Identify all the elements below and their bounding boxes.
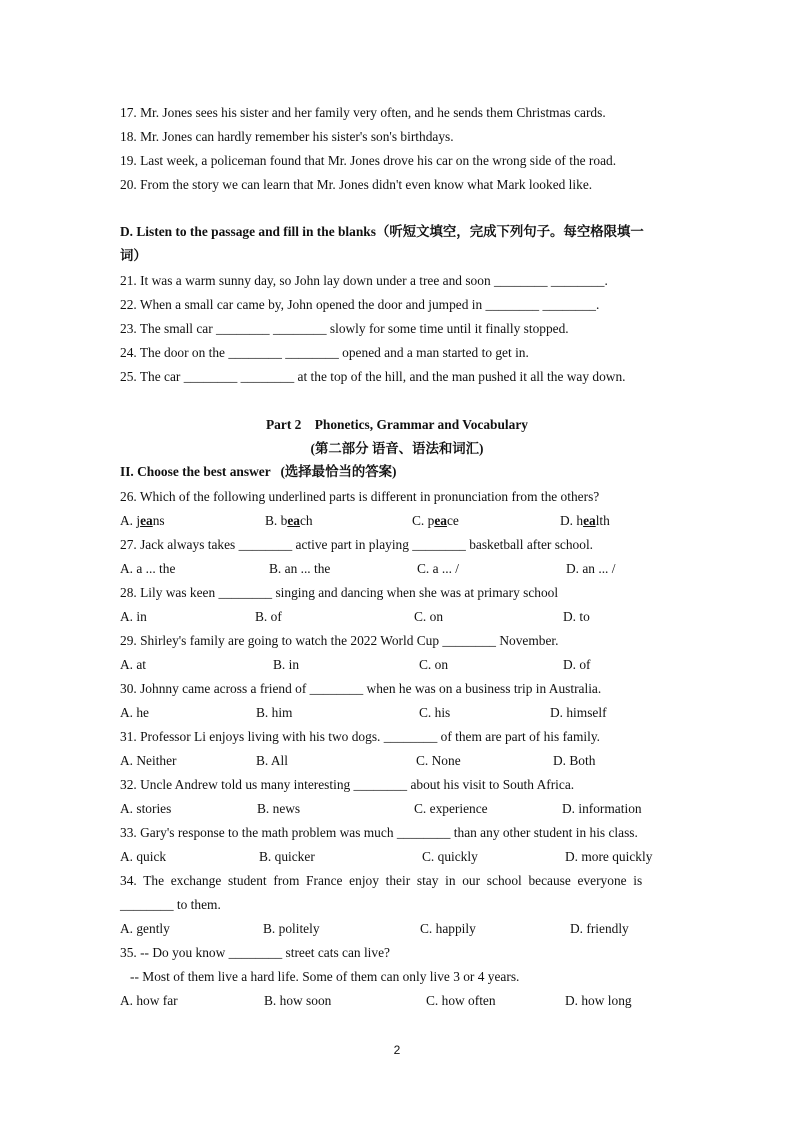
option-a: A. gently bbox=[120, 921, 170, 936]
option-c: C. a ... / bbox=[417, 561, 460, 576]
option-a: A. he bbox=[120, 705, 150, 720]
option-c: C. peace bbox=[412, 513, 459, 528]
option-a: A. in bbox=[120, 609, 147, 624]
question-34-options bbox=[120, 921, 680, 937]
option-d: D. how long bbox=[565, 993, 632, 1008]
option-b: B. politely bbox=[263, 921, 320, 936]
part2-title: Part 2 Phonetics, Grammar and Vocabulary bbox=[266, 417, 528, 432]
question-35-options bbox=[120, 993, 680, 1009]
option-a: A. jeans bbox=[120, 513, 165, 528]
option-c: C. experience bbox=[414, 801, 488, 816]
option-b: B. of bbox=[255, 609, 282, 624]
option-a: A. quick bbox=[120, 849, 167, 864]
option-d: D. friendly bbox=[570, 921, 629, 936]
option-b: B. quicker bbox=[259, 849, 315, 864]
option-d: D. to bbox=[563, 609, 590, 624]
question-33-options bbox=[120, 849, 680, 865]
blank-item-22: 22. When a small car came by, John opened the door and jumped in ________ ________. bbox=[120, 297, 600, 312]
statement-20: 20. From the story we can learn that Mr. Jones didn't even know what Mark looked like. bbox=[120, 177, 593, 192]
option-b: B. in bbox=[273, 657, 300, 672]
section-ii-heading: II. Choose the best answer (选择最恰当的答案) bbox=[120, 464, 397, 479]
option-d: D. information bbox=[562, 801, 642, 816]
option-d: D. more quickly bbox=[565, 849, 653, 864]
option-c: C. on bbox=[414, 609, 444, 624]
statement-17: 17. Mr. Jones sees his sister and her family very often, and he sends them Christmas cards. bbox=[120, 105, 606, 120]
option-b: B. him bbox=[256, 705, 293, 720]
option-d: D. himself bbox=[550, 705, 607, 720]
question-32: 32. Uncle Andrew told us many interesting ________ about his visit to South Africa. bbox=[120, 777, 575, 792]
option-c: C. how often bbox=[426, 993, 496, 1008]
option-d: D. Both bbox=[553, 753, 596, 768]
option-d: D. health bbox=[560, 513, 610, 528]
blank-item-21: 21. It was a warm sunny day, so John lay down under a tree and soon ________ ________. bbox=[120, 273, 608, 288]
blank-item-24: 24. The door on the ________ ________ opened and a man started to get in. bbox=[120, 345, 529, 360]
question-27-options bbox=[120, 561, 680, 577]
question-35-cont: -- Most of them live a hard life. Some of them can only live 3 or 4 years. bbox=[120, 969, 520, 984]
blank-item-23: 23. The small car ________ ________ slowly for some time until it finally stopped. bbox=[120, 321, 569, 336]
question-27: 27. Jack always takes ________ active part in playing ________ basketball after school. bbox=[120, 537, 594, 552]
question-32-options bbox=[120, 801, 680, 817]
question-30: 30. Johnny came across a friend of ________ when he was on a business trip in Australia. bbox=[120, 681, 602, 696]
option-d: D. of bbox=[563, 657, 591, 672]
option-a: A. Neither bbox=[120, 753, 177, 768]
question-31: 31. Professor Li enjoys living with his two dogs. ________ of them are part of his family. bbox=[120, 729, 601, 744]
option-a: A. at bbox=[120, 657, 147, 672]
question-34-cont: ________ to them. bbox=[120, 897, 221, 912]
question-28-options bbox=[120, 609, 680, 625]
question-33: 33. Gary's response to the math problem was much ________ than any other student in his class. bbox=[120, 825, 638, 840]
statement-18: 18. Mr. Jones can hardly remember his sister's son's birthdays. bbox=[120, 129, 454, 144]
question-30-options bbox=[120, 705, 680, 721]
option-b: B. beach bbox=[265, 513, 313, 528]
option-c: C. quickly bbox=[422, 849, 478, 864]
part2-subtitle: (第二部分 语音、语法和词汇) bbox=[310, 441, 484, 456]
blank-item-25: 25. The car ________ ________ at the top of the hill, and the man pushed it all the way down. bbox=[120, 369, 626, 384]
question-28: 28. Lily was keen ________ singing and dancing when she was at primary school bbox=[120, 585, 559, 600]
option-a: A. how far bbox=[120, 993, 178, 1008]
question-26: 26. Which of the following underlined parts is different in pronunciation from the others? bbox=[120, 489, 600, 504]
section-d-heading: D. Listen to the passage and fill in the blanks（听短文填空，完成下列句子。每空格限填一 bbox=[120, 224, 644, 239]
option-c: C. his bbox=[419, 705, 451, 720]
option-c: C. None bbox=[416, 753, 461, 768]
page-number: 2 bbox=[393, 1043, 401, 1057]
statement-19: 19. Last week, a policeman found that Mr. Jones drove his car on the wrong side of the road. bbox=[120, 153, 617, 168]
option-b: B. an ... the bbox=[269, 561, 331, 576]
question-29: 29. Shirley's family are going to watch the 2022 World Cup ________ November. bbox=[120, 633, 559, 648]
question-35: 35. -- Do you know ________ street cats can live? bbox=[120, 945, 390, 960]
option-b: B. news bbox=[257, 801, 301, 816]
option-d: D. an ... / bbox=[566, 561, 616, 576]
question-26-options bbox=[120, 513, 680, 529]
option-b: B. how soon bbox=[264, 993, 332, 1008]
question-29-options bbox=[120, 657, 680, 673]
option-b: B. All bbox=[256, 753, 288, 768]
section-d-heading-cont: 词） bbox=[120, 248, 147, 263]
option-c: C. happily bbox=[420, 921, 476, 936]
option-c: C. on bbox=[419, 657, 449, 672]
question-31-options bbox=[120, 753, 680, 769]
question-34: 34. The exchange student from France enjoy their stay in our school because everyone is bbox=[120, 873, 643, 888]
option-a: A. a ... the bbox=[120, 561, 176, 576]
option-a: A. stories bbox=[120, 801, 172, 816]
